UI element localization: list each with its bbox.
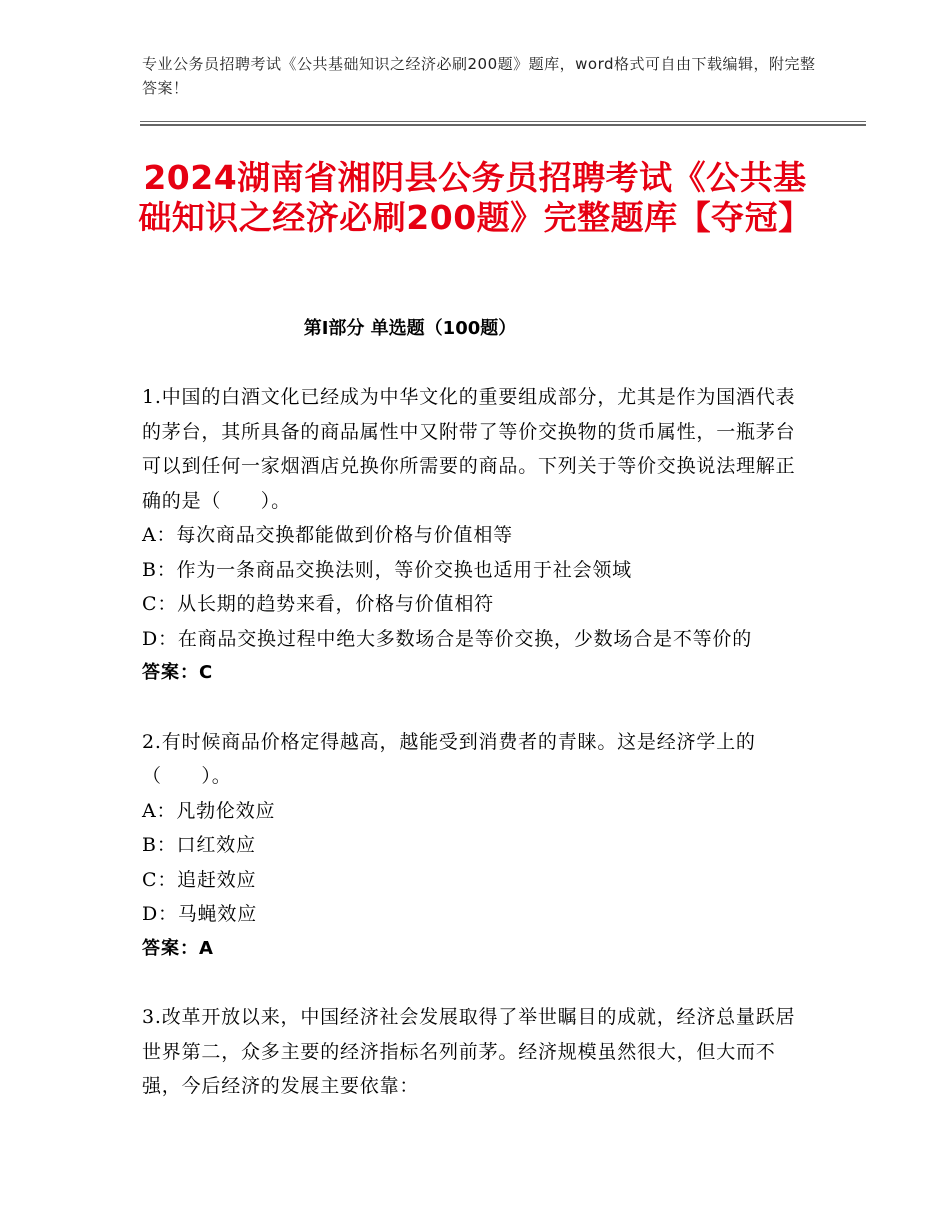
option-b: B：作为一条商品交换法则，等价交换也适用于社会领域: [142, 558, 632, 581]
header-note: 专业公务员招聘考试《公共基础知识之经济必刷200题》题库，word格式可自由下载编辑，附完整答案！: [142, 55, 816, 97]
document-title: 2024湖南省湘阴县公务员招聘考试《公共基础知识之经济必刷200题》完整题库【夺冠】: [138, 158, 812, 237]
option-d: D：马蝇效应: [142, 903, 258, 925]
option-b: B：口红效应: [142, 834, 256, 856]
option-c: C：追赶效应: [142, 868, 257, 891]
answer: 答案：C: [142, 662, 214, 683]
option-a: A：凡勃伦效应: [142, 799, 276, 822]
spacer: [142, 966, 810, 1000]
answer: 答案：A: [142, 937, 214, 959]
question-stem: 2.有时候商品价格定得越高，越能受到消费者的青睐。这是经济学上的（ ）。: [142, 730, 756, 787]
option-d: D：在商品交换过程中绝大多数场合是等价交换，少数场合是不等价的: [142, 627, 753, 650]
question-stem: 1.中国的白酒文化已经成为中华文化的重要组成部分，尤其是作为国酒代表的茅台，其所具备的商品属性中又附带了等价交换物的货币属性，一瓶茅台可以到任何一家烟酒店兑换你所需要的商品。下列关于等价交换说法理解正确的是（ ）。: [142, 386, 796, 512]
section-title: 第I部分 单选题（100题）: [303, 318, 517, 339]
question-1: [142, 380, 810, 691]
option-c: C：从长期的趋势来看，价格与价值相符: [142, 593, 494, 615]
question-list: [142, 380, 810, 1104]
question-2: [142, 725, 810, 967]
option-a: A：每次商品交换都能做到价格与价值相等: [142, 524, 513, 546]
question-stem: 3.改革开放以来，中国经济社会发展取得了举世瞩目的成就，经济总量跃居世界第二，众多主要的经济指标名列前茅。经济规模虽然很大，但大而不强，今后经济的发展主要依靠：: [142, 1006, 796, 1097]
header-divider-thin: [140, 121, 866, 122]
spacer: [142, 691, 810, 725]
question-3: [142, 1000, 810, 1104]
header-divider-thick: [140, 124, 866, 126]
